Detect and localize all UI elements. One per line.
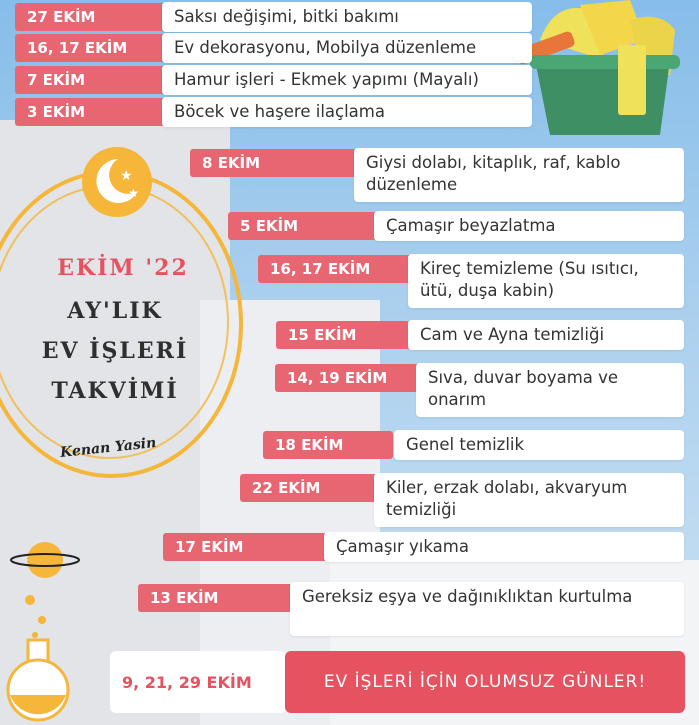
task-box: Kiler, erzak dolabı, akvaryum temizliği [374,473,684,527]
task-box: Genel temizlik [394,430,684,460]
task-box: Böcek ve haşere ilaçlama [162,97,532,127]
task-box: Sıva, duvar boyama ve onarım [416,363,684,417]
date-tag: 15 EKİM [276,321,410,349]
task-box: Gereksiz eşya ve dağınıklıktan kurtulma [290,582,684,636]
task-box: Çamaşır yıkama [324,532,684,562]
date-tag: 17 EKİM [163,533,328,561]
laundry-basket-icon [510,0,699,140]
svg-text:★: ★ [120,168,133,184]
date-tag: 13 EKİM [138,584,303,612]
task-box: Kireç temizleme (Su ısıtıcı, ütü, duşa kabin) [408,254,684,308]
date-tag: 16, 17 EKİM [258,255,412,283]
title-line: TAKVİMİ [51,378,179,404]
date-tag: 14, 19 EKİM [275,364,420,392]
task-box: Çamaşır beyazlatma [374,211,684,241]
title-line: EV İŞLERİ [41,338,189,364]
planet-flask-icon [0,525,90,725]
moon-stars-icon [80,145,155,220]
date-tag: 18 EKİM [263,431,393,459]
author-signature: Kenan Yasin [59,435,158,461]
date-tag: 5 EKİM [228,212,378,240]
date-tag: 27 EKİM [15,3,165,31]
svg-text:★: ★ [110,190,119,200]
task-box: Giysi dolabı, kitaplık, raf, kablo düzenleme [354,148,684,202]
task-box: Ev dekorasyonu, Mobilya düzenleme [162,33,532,63]
date-tag: 22 EKİM [240,474,380,502]
date-tag: 3 EKİM [15,98,165,126]
title-block [0,255,230,411]
date-tag: 16, 17 EKİM [15,34,165,62]
title-month: EKİM '22 [57,255,189,281]
task-box: Hamur işleri - Ekmek yapımı (Mayalı) [162,65,532,95]
task-box: Cam ve Ayna temizliği [408,320,684,350]
svg-text:★: ★ [128,186,139,200]
task-box: Saksı değişimi, bitki bakımı [162,2,532,32]
date-tag: 8 EKİM [190,149,360,177]
date-tag: 7 EKİM [15,66,165,94]
title-line: AY'LIK [67,298,163,324]
unfavorable-message: EV İŞLERİ İÇİN OLUMSUZ GÜNLER! [285,651,685,713]
unfavorable-dates: 9, 21, 29 EKİM [110,651,286,713]
